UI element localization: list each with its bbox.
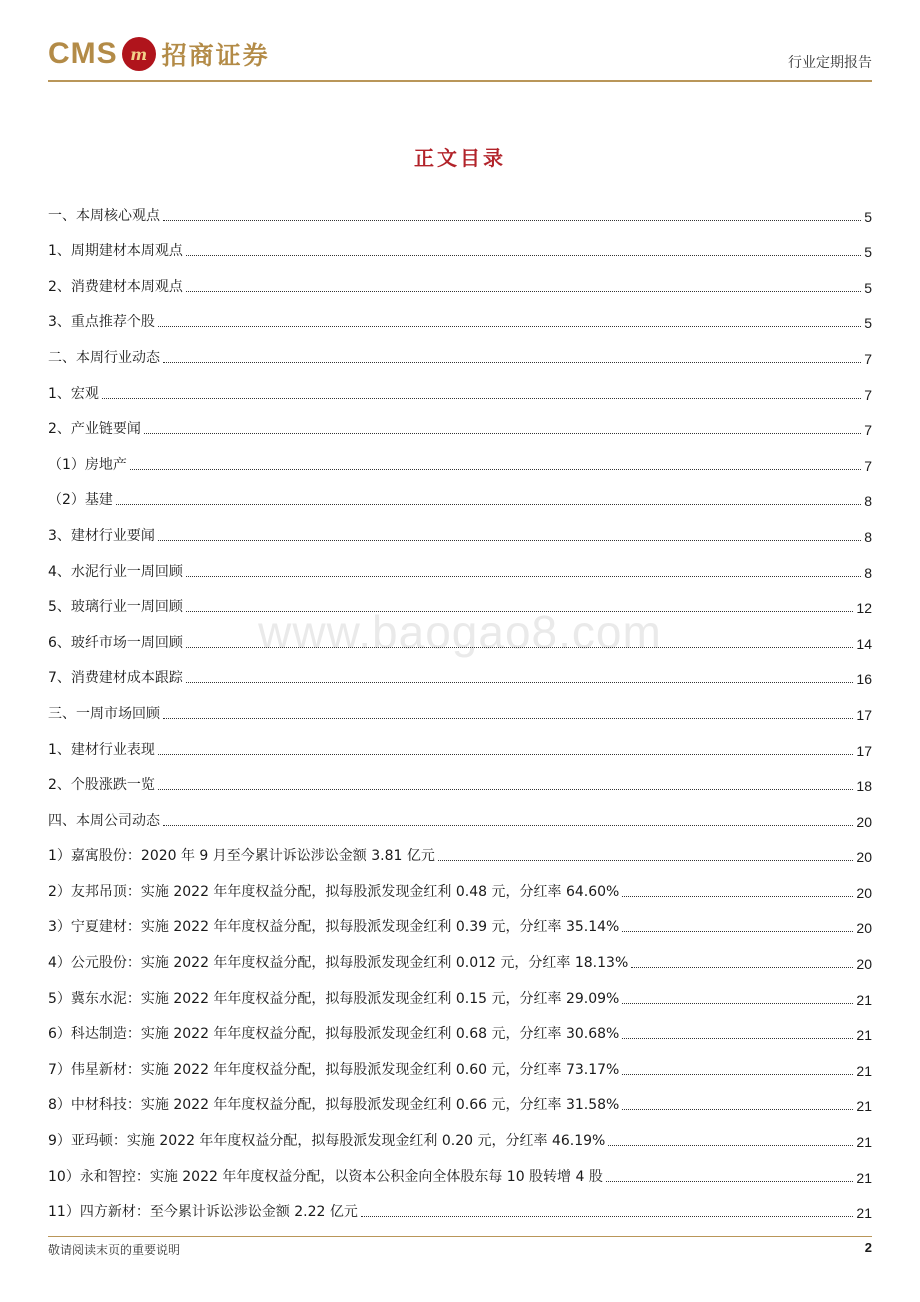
toc-entry-page: 5 — [864, 315, 872, 332]
toc-entry-page: 18 — [856, 778, 872, 795]
toc-entry[interactable] — [48, 260, 872, 296]
toc-dot-leader — [158, 325, 861, 327]
toc-entry[interactable] — [48, 1186, 872, 1222]
toc-dot-leader — [622, 1002, 853, 1004]
toc-entry-title: 5、玻璃行业一周回顾 — [48, 599, 183, 616]
logo-cms-text: CMS — [48, 37, 118, 70]
toc-entry[interactable] — [48, 545, 872, 581]
toc-entry-page: 5 — [864, 208, 872, 225]
logo-seal-mark: m — [130, 44, 148, 64]
toc-dot-leader — [158, 788, 854, 790]
toc-entry-page: 21 — [856, 1027, 872, 1044]
toc-entry-title: 1、周期建材本周观点 — [48, 243, 183, 260]
page-title: 正文目录 — [414, 146, 506, 170]
footer-disclaimer: 敬请阅读末页的重要说明 — [48, 1243, 181, 1257]
toc-entry[interactable] — [48, 581, 872, 617]
footer-divider — [48, 1236, 872, 1237]
toc-entry-page: 20 — [856, 849, 872, 866]
toc-dot-leader — [158, 539, 861, 541]
toc-entry-page: 8 — [864, 564, 872, 581]
toc-entry-page: 21 — [856, 1205, 872, 1222]
toc-entry-title: 3、重点推荐个股 — [48, 314, 155, 331]
toc-dot-leader — [186, 681, 854, 683]
toc-entry-title: 4）公元股份：实施 2022 年年度权益分配，拟每股派发现金红利 0.012 元，分红率 18.13% — [48, 955, 629, 972]
toc-entry[interactable] — [48, 616, 872, 652]
toc-entry-title: 5）冀东水泥：实施 2022 年年度权益分配，拟每股派发现金红利 0.15 元，分红率 29.09% — [48, 990, 620, 1007]
toc-dot-leader — [631, 966, 853, 968]
toc-entry-title: 6、玻纤市场一周回顾 — [48, 634, 183, 651]
toc-entry-title: （2）基建 — [48, 492, 113, 509]
toc-dot-leader — [186, 610, 854, 612]
toc-entry-page: 7 — [864, 350, 872, 367]
toc-entry[interactable] — [48, 438, 872, 474]
toc-entry[interactable] — [48, 759, 872, 795]
toc-entry-title: 3）宁夏建材：实施 2022 年年度权益分配，拟每股派发现金红利 0.39 元，分红率 35.14% — [48, 919, 620, 936]
toc-entry[interactable] — [48, 367, 872, 403]
watermark: www.baogao8.com — [258, 606, 662, 658]
toc-entry[interactable] — [48, 1079, 872, 1115]
toc-dot-leader — [622, 930, 853, 932]
toc-entry[interactable] — [48, 901, 872, 937]
toc-dot-leader — [186, 646, 854, 648]
toc-entry[interactable] — [48, 474, 872, 510]
toc-entry-title: 6）科达制造：实施 2022 年年度权益分配，拟每股派发现金红利 0.68 元，分红率 30.68% — [48, 1026, 620, 1043]
toc-entry-page: 21 — [856, 1169, 872, 1186]
toc-entry-title: 2、产业链要闻 — [48, 421, 141, 438]
toc-entry-title: 9）亚玛顿：实施 2022 年年度权益分配，拟每股派发现金红利 0.20 元，分红率 46.19% — [48, 1133, 606, 1150]
toc-dot-leader — [130, 468, 861, 470]
toc-entry-title: 一、本周核心观点 — [48, 207, 160, 224]
toc-entry-page: 17 — [856, 742, 872, 759]
toc-dot-leader — [163, 824, 853, 826]
toc-entry[interactable] — [48, 652, 872, 688]
toc-entry-page: 17 — [856, 706, 872, 723]
toc-entry-page: 21 — [856, 1134, 872, 1151]
toc-entry-page: 7 — [864, 386, 872, 403]
toc-entry[interactable] — [48, 1043, 872, 1079]
toc-entry[interactable] — [48, 403, 872, 439]
toc-entry-page: 7 — [864, 457, 872, 474]
page-header — [48, 30, 872, 82]
logo-chinese-name: 招商证券 — [161, 41, 270, 70]
toc-entry[interactable] — [48, 830, 872, 866]
toc-entry-page: 12 — [856, 600, 872, 617]
page-number: 2 — [864, 1240, 872, 1255]
toc-dot-leader — [158, 753, 854, 755]
toc-entry[interactable] — [48, 1150, 872, 1186]
toc-entry[interactable] — [48, 331, 872, 367]
toc-dot-leader — [163, 361, 861, 363]
toc-entry-title: 2）友邦吊顶：实施 2022 年年度权益分配，拟每股派发现金红利 0.48 元，分红率 64.60% — [48, 883, 620, 900]
toc-dot-leader — [608, 1144, 853, 1146]
toc-dot-leader — [606, 1180, 854, 1182]
toc-entry-title: 二、本周行业动态 — [48, 349, 160, 366]
toc-entry-page: 16 — [856, 671, 872, 688]
toc-entry-page: 20 — [856, 920, 872, 937]
toc-entry-title: 2、个股涨跌一览 — [48, 777, 155, 794]
toc-entry-title: 7、消费建材成本跟踪 — [48, 670, 183, 687]
toc-entry-page: 14 — [856, 635, 872, 652]
toc-entry-title: 三、一周市场回顾 — [48, 705, 160, 722]
toc-dot-leader — [116, 503, 861, 505]
toc-entry-page: 21 — [856, 1098, 872, 1115]
toc-dot-leader — [186, 575, 861, 577]
toc-entry[interactable] — [48, 189, 872, 225]
toc-entry[interactable] — [48, 296, 872, 332]
toc-dot-leader — [361, 1215, 854, 1217]
toc-entry-title: 1）嘉寓股份：2020 年 9 月至今累计诉讼涉讼金额 3.81 亿元 — [48, 848, 435, 865]
toc-entry[interactable] — [48, 687, 872, 723]
toc-entry-title: 四、本周公司动态 — [48, 812, 160, 829]
toc-dot-leader — [186, 254, 861, 256]
toc-entry-title: 4、水泥行业一周回顾 — [48, 563, 183, 580]
toc-entry-page: 5 — [864, 244, 872, 261]
toc-entry-title: 1、建材行业表现 — [48, 741, 155, 758]
toc-entry-title: 7）伟星新材：实施 2022 年年度权益分配，拟每股派发现金红利 0.60 元，分红率 73.17% — [48, 1061, 620, 1078]
company-logo — [48, 34, 270, 74]
toc-dot-leader — [102, 397, 861, 399]
toc-entry-page: 20 — [856, 956, 872, 973]
toc-entry-page: 21 — [856, 1062, 872, 1079]
toc-entry-title: 3、建材行业要闻 — [48, 527, 155, 544]
toc-dot-leader — [622, 1108, 853, 1110]
report-type: 行业定期报告 — [788, 55, 872, 71]
toc-dot-leader — [438, 859, 854, 861]
toc-entry[interactable] — [48, 1008, 872, 1044]
toc-entry[interactable] — [48, 972, 872, 1008]
toc-entry[interactable] — [48, 225, 872, 261]
toc-dot-leader — [622, 1073, 853, 1075]
toc-entry-title: 11）四方新材：至今累计诉讼涉讼金额 2.22 亿元 — [48, 1204, 358, 1221]
toc-entry-title: 2、消费建材本周观点 — [48, 278, 183, 295]
toc-entry[interactable] — [48, 1114, 872, 1150]
toc-entry-title: 1、宏观 — [48, 385, 99, 402]
logo-seal-icon — [122, 37, 156, 71]
toc-entry-page: 5 — [864, 279, 872, 296]
toc-dot-leader — [186, 290, 861, 292]
toc-dot-leader — [163, 717, 853, 719]
toc-entry[interactable] — [48, 936, 872, 972]
toc-entry[interactable] — [48, 723, 872, 759]
toc-entry-page: 8 — [864, 493, 872, 510]
toc-dot-leader — [163, 219, 861, 221]
toc-entry-page: 21 — [856, 991, 872, 1008]
toc-dot-leader — [144, 432, 861, 434]
toc-dot-leader — [622, 1037, 853, 1039]
toc-entry-page: 7 — [864, 422, 872, 439]
toc-entry-title: 10）永和智控：实施 2022 年年度权益分配，以资本公积金向全体股东每 10 股转增 4 股 — [48, 1168, 603, 1185]
table-of-contents — [48, 189, 872, 1221]
toc-entry[interactable] — [48, 794, 872, 830]
toc-entry-title: （1）房地产 — [48, 456, 127, 473]
toc-entry[interactable] — [48, 865, 872, 901]
header-divider — [48, 80, 872, 82]
toc-entry-page: 20 — [856, 884, 872, 901]
toc-entry-title: 8）中材科技：实施 2022 年年度权益分配，拟每股派发现金红利 0.66 元，分红率 31.58% — [48, 1097, 620, 1114]
toc-entry-page: 8 — [864, 528, 872, 545]
toc-entry-page: 20 — [856, 813, 872, 830]
toc-entry[interactable] — [48, 509, 872, 545]
toc-dot-leader — [622, 895, 853, 897]
